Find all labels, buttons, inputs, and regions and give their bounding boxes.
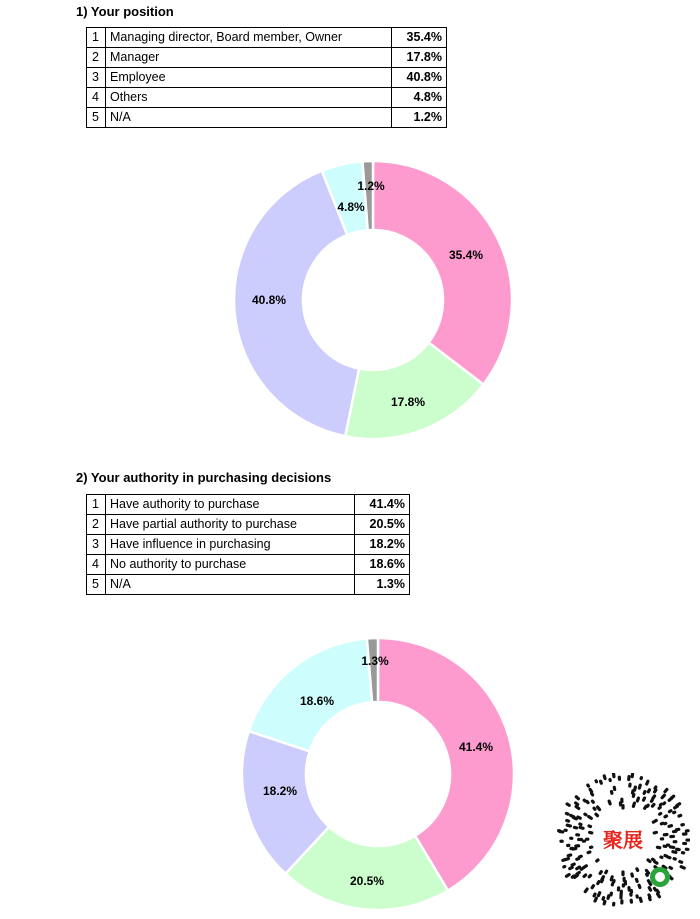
qr-module <box>580 827 583 828</box>
qr-module <box>647 874 648 875</box>
slice-data-label: 40.8% <box>251 293 287 308</box>
qr-module <box>578 817 580 818</box>
qr-module <box>632 874 633 876</box>
qr-module <box>648 860 650 862</box>
row-number: 4 <box>87 88 106 108</box>
row-percent: 35.4% <box>392 28 447 48</box>
qr-module <box>567 825 570 826</box>
qr-module <box>660 813 661 814</box>
qr-module <box>611 877 612 880</box>
qr-module <box>606 871 607 873</box>
qr-module <box>594 808 595 809</box>
qr-module <box>576 797 578 799</box>
row-number: 1 <box>87 495 106 515</box>
qr-module <box>665 856 666 857</box>
qr-module <box>636 879 637 881</box>
row-percent: 17.8% <box>392 48 447 68</box>
qr-module <box>652 804 654 806</box>
row-number: 5 <box>87 108 106 128</box>
row-label: Managing director, Board member, Owner <box>106 28 392 48</box>
row-percent: 1.2% <box>392 108 447 128</box>
qr-module <box>589 875 590 876</box>
table-row <box>87 108 447 128</box>
qr-logo-text: 聚展 <box>603 828 643 852</box>
qr-module <box>660 804 661 805</box>
qr-module <box>568 855 570 856</box>
table-row <box>87 48 447 68</box>
qr-module <box>576 803 578 805</box>
qr-module <box>659 807 660 808</box>
qr-module <box>671 878 672 879</box>
qr-module <box>574 827 576 828</box>
qr-module <box>650 898 651 899</box>
donut-slice <box>373 161 512 385</box>
table-row <box>87 515 410 535</box>
slice-data-label: 17.8% <box>390 395 426 410</box>
qr-module <box>609 801 610 804</box>
qr-module <box>588 785 589 786</box>
qr-module <box>581 868 583 870</box>
qr-code <box>556 773 690 907</box>
row-label: No authority to purchase <box>106 555 355 575</box>
qr-module <box>647 805 648 806</box>
qr-module <box>572 876 574 877</box>
qr-module <box>600 872 601 874</box>
qr-module <box>655 862 657 864</box>
row-label: Others <box>106 88 392 108</box>
qr-module <box>587 801 588 802</box>
qr-module <box>598 807 600 810</box>
qr-module <box>601 781 602 783</box>
qr-module <box>640 898 641 901</box>
qr-module <box>654 888 655 890</box>
row-percent: 41.4% <box>355 495 410 515</box>
row-label: Have partial authority to purchase <box>106 515 355 535</box>
qr-module <box>653 796 655 798</box>
qr-module <box>665 816 667 817</box>
qr-module <box>585 889 587 892</box>
qr-module <box>669 826 671 827</box>
qr-module <box>589 826 590 827</box>
row-number: 5 <box>87 575 106 595</box>
row-label: N/A <box>106 108 392 128</box>
qr-module <box>661 823 662 824</box>
row-label: Have influence in purchasing <box>106 535 355 555</box>
table-row <box>87 535 410 555</box>
qr-module <box>657 890 658 892</box>
qr-module <box>566 875 569 877</box>
row-number: 2 <box>87 48 106 68</box>
qr-module <box>633 803 634 806</box>
qr-module <box>649 895 650 897</box>
qr-module <box>652 859 653 860</box>
qr-module <box>592 886 593 888</box>
table-row <box>87 555 410 575</box>
qr-module <box>643 798 644 800</box>
row-number: 3 <box>87 68 106 88</box>
qr-module <box>571 815 574 816</box>
qr-code-icon <box>556 773 690 907</box>
position-table <box>86 27 447 128</box>
qr-module <box>598 882 599 884</box>
row-percent: 18.6% <box>355 555 410 575</box>
qr-module <box>662 795 664 797</box>
qr-module <box>671 796 673 798</box>
qr-module <box>680 862 682 863</box>
table-row <box>87 575 410 595</box>
slice-data-label: 1.2% <box>357 179 385 194</box>
qr-module <box>576 807 579 809</box>
row-percent: 18.2% <box>355 535 410 555</box>
table-row <box>87 68 447 88</box>
row-percent: 40.8% <box>392 68 447 88</box>
qr-module <box>584 800 585 801</box>
table-row <box>87 28 447 48</box>
qr-module <box>639 885 640 887</box>
slice-data-label: 4.8% <box>337 200 365 215</box>
qr-module <box>670 867 672 868</box>
qr-module <box>592 793 593 795</box>
qr-module <box>594 894 595 896</box>
qr-module <box>598 893 599 896</box>
section-2-title: 2) Your authority in purchasing decisions <box>76 470 332 485</box>
slice-data-label: 20.5% <box>349 874 385 889</box>
qr-module <box>595 898 596 901</box>
qr-module <box>665 789 667 791</box>
qr-module <box>603 898 604 900</box>
row-number: 4 <box>87 555 106 575</box>
table-row <box>87 88 447 108</box>
qr-module <box>567 821 569 822</box>
qr-module <box>647 781 648 784</box>
qr-module <box>637 869 638 871</box>
qr-module <box>604 776 605 779</box>
qr-module <box>570 867 573 868</box>
qr-module <box>658 894 660 897</box>
row-percent: 4.8% <box>392 88 447 108</box>
qr-module <box>668 857 670 858</box>
qr-module <box>584 875 586 876</box>
qr-module <box>655 790 656 792</box>
qr-module <box>577 859 579 860</box>
qr-module <box>651 800 652 801</box>
qr-module <box>596 814 598 816</box>
qr-module <box>563 860 566 861</box>
slice-data-label: 18.2% <box>262 784 298 799</box>
qr-module <box>608 896 609 899</box>
qr-module <box>669 811 671 812</box>
qr-module <box>585 814 586 815</box>
qr-module <box>677 804 680 806</box>
qr-module <box>604 901 605 903</box>
slice-data-label: 18.6% <box>299 694 335 709</box>
row-label: N/A <box>106 575 355 595</box>
authority-table <box>86 494 410 595</box>
qr-module <box>577 867 580 869</box>
slice-data-label: 41.4% <box>458 740 494 755</box>
qr-module <box>635 787 636 790</box>
qr-module <box>597 860 598 861</box>
qr-module <box>592 801 593 802</box>
qr-module <box>637 798 638 801</box>
row-label: Have authority to purchase <box>106 495 355 515</box>
qr-module <box>664 803 665 804</box>
qr-module <box>580 856 582 857</box>
qr-module <box>650 883 651 884</box>
row-percent: 1.3% <box>355 575 410 595</box>
qr-module <box>648 790 649 792</box>
table-row <box>87 495 410 515</box>
qr-module <box>590 789 592 791</box>
row-number: 2 <box>87 515 106 535</box>
row-number: 3 <box>87 535 106 555</box>
qr-module <box>602 880 603 882</box>
qr-module <box>655 787 656 788</box>
qr-module <box>572 864 574 865</box>
qr-module <box>654 832 656 833</box>
row-label: Manager <box>106 48 392 68</box>
qr-module <box>681 867 684 868</box>
qr-module <box>589 817 592 819</box>
qr-module <box>644 792 645 794</box>
section-1-title: 1) Your position <box>76 4 174 19</box>
qr-module <box>649 888 650 890</box>
qr-module <box>639 785 640 788</box>
qr-module <box>674 812 675 813</box>
row-number: 1 <box>87 28 106 48</box>
qr-module <box>679 815 681 816</box>
slice-data-label: 1.3% <box>361 654 389 669</box>
qr-module <box>673 852 676 853</box>
row-label: Employee <box>106 68 392 88</box>
slice-data-label: 35.4% <box>448 248 484 263</box>
qr-module <box>653 820 656 822</box>
qr-module <box>566 813 568 814</box>
qr-module <box>567 804 569 805</box>
row-percent: 20.5% <box>355 515 410 535</box>
qr-module <box>588 852 590 853</box>
position-donut-chart <box>0 150 700 460</box>
